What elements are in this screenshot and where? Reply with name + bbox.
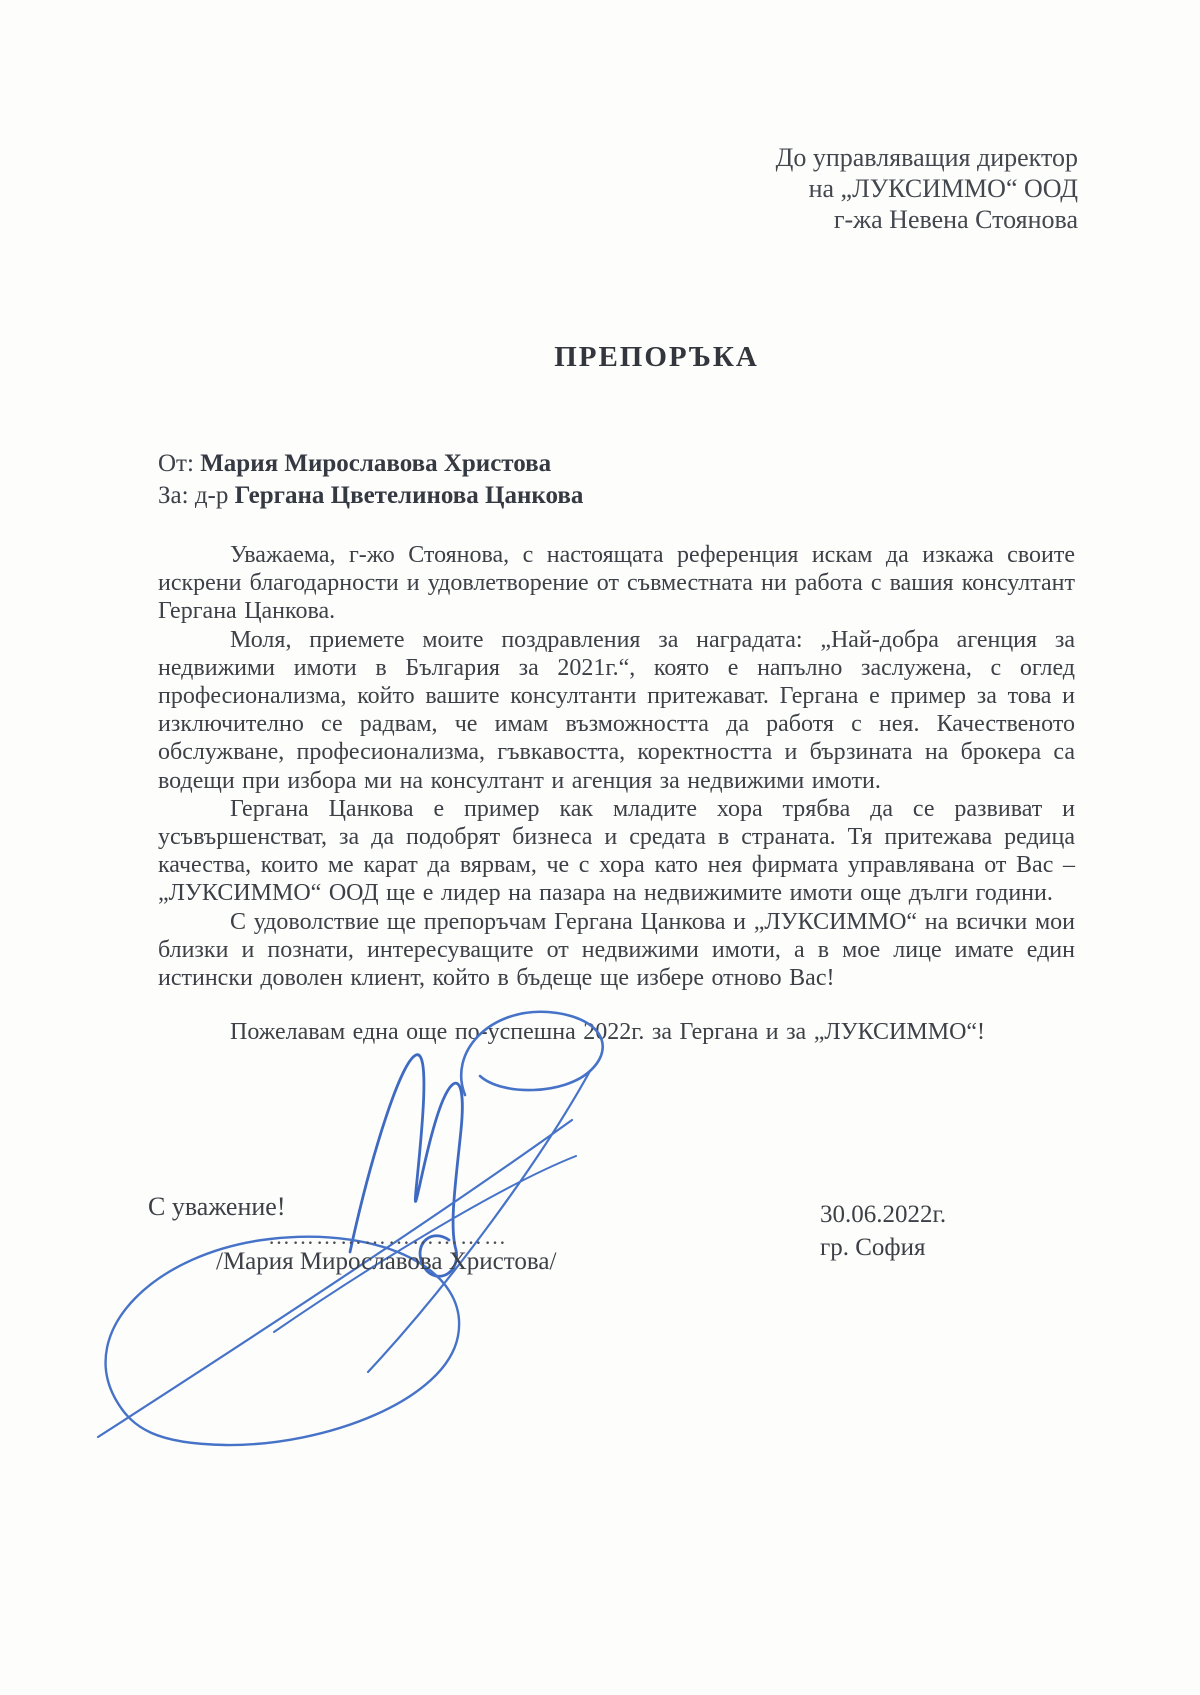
- date-text: 30.06.2022г.: [820, 1201, 947, 1228]
- from-label: От:: [158, 450, 194, 477]
- from-to-block: [158, 448, 583, 512]
- salutation: С уважение!: [148, 1192, 286, 1221]
- city-text: гр. София: [820, 1234, 926, 1261]
- from-line: [158, 448, 583, 480]
- recipient-block: [776, 142, 1078, 235]
- paragraph-1: Уважаема, г-жо Стоянова, с настоящата референция искам да изкажа своите искрени благодарности и удовлетворение от съвместната ни работа с вашия консултант Гергана Цанкова.: [158, 542, 1075, 625]
- recipient-line-2: на „ЛУКСИММО“ ООД: [808, 174, 1078, 203]
- document-title: ПРЕПОРЪКА: [554, 341, 759, 373]
- date-block: [820, 1198, 946, 1264]
- signed-name: /Мария Мирославова Христова/: [216, 1248, 557, 1275]
- recipient-line-1: До управляващия директор: [775, 143, 1078, 172]
- paragraph-3: Гергана Цанкова е пример как младите хора трябва да се развиват и усъвършенстват, за да подобрят бизнеса и средата в страната. Тя притежава редица качества, които ме карат да вярвам, че с хора като нея фирмата управлявана от Вас – „ЛУКСИММО“ ООД ще е лидер на пазара на недвижимите имоти още дълги години.: [158, 795, 1075, 907]
- recipient-line-3: г-жа Невена Стоянова: [833, 205, 1078, 234]
- paragraph-2: Моля, приемете моите поздравления за наградата: „Най-добра агенция за недвижими имоти в България за 2021г.“, която е напълно заслужена, с оглед професионализма, който вашите консултанти притежават. Гергана е пример за това и изключително се радвам, че имам възможността да работя с нея. Качественото обслужване, професионализма, гъвкавостта, коректността и бързината на брокера са водещи при избора ми на консултант и агенция за недвижими имоти.: [158, 626, 1075, 794]
- signature-dotted-line: …………………………: [268, 1224, 508, 1249]
- to-label: За: д-р: [158, 482, 229, 509]
- closing-wish: Пожелавам една още по-успешна 2022г. за Гергана и за „ЛУКСИММО“!: [230, 1019, 986, 1046]
- from-name: Мария Мирославова Христова: [200, 450, 552, 477]
- letter-body: [158, 541, 1075, 1046]
- to-line: [158, 480, 583, 512]
- to-name: Гергана Цветелинова Цанкова: [234, 482, 584, 509]
- paragraph-4: С удоволствие ще препоръчам Гергана Цанкова и „ЛУКСИММО“ на всички мои близки и познати, интересуващите от недвижими имоти, а в мое лице имате един истински доволен клиент, който в бъдеще ще избере отново Вас!: [158, 908, 1075, 992]
